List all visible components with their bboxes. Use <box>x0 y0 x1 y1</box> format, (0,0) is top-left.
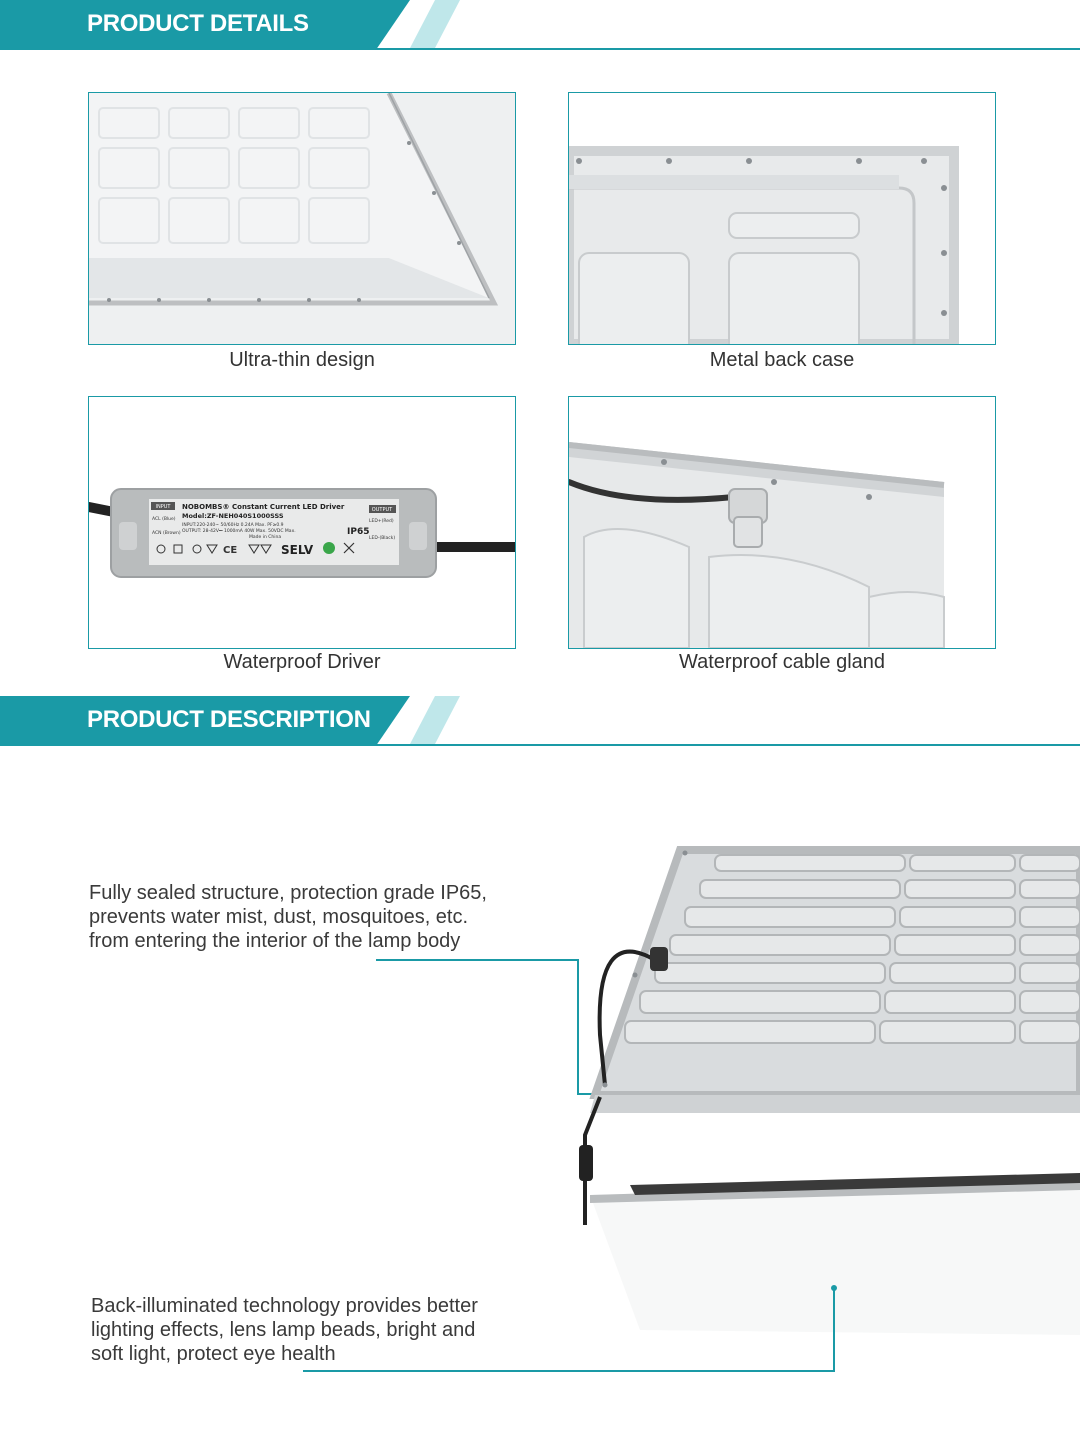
photo-metal-back-case <box>568 92 996 345</box>
driver-selv-mark: SELV <box>281 543 314 557</box>
ultra-thin-panel-image <box>89 93 515 344</box>
driver-acl: ACL (Blue) <box>152 517 176 522</box>
section-header-description <box>0 696 1080 746</box>
driver-model: Model:ZF-NEH040S1000SSS <box>182 512 284 520</box>
description-point-sealed <box>89 881 487 953</box>
driver-brand: NOBOMBS® <box>182 503 230 511</box>
description-line: Fully sealed structure, protection grade IP65, <box>89 882 487 904</box>
driver-output-tag: OUTPUT <box>371 507 393 513</box>
section-title: PRODUCT DETAILS <box>87 10 309 37</box>
metal-back-case-image <box>569 93 995 344</box>
description-line: prevents water mist, dust, mosquitoes, etc. <box>89 906 469 928</box>
header-rule <box>0 744 1080 746</box>
description-line: Back-illuminated technology provides better <box>91 1295 478 1317</box>
header-tab-accent <box>410 696 460 744</box>
driver-output-spec: OUTPUT: 28-42V⎓ 1000mA 40W Max. 50VDC Max. <box>182 529 296 534</box>
description-line: soft light, protect eye health <box>91 1343 336 1365</box>
driver-ip-rating: IP65 <box>347 527 370 537</box>
caption-waterproof-driver: Waterproof Driver <box>223 651 381 673</box>
description-point-backlit <box>91 1294 478 1366</box>
description-line: from entering the interior of the lamp body <box>89 930 461 952</box>
waterproof-driver-image <box>89 397 515 648</box>
svg-text:CE: CE <box>223 545 238 556</box>
photo-waterproof-driver <box>88 396 516 649</box>
photo-ultra-thin-panel <box>88 92 516 345</box>
leader-line-2-horizontal <box>303 1370 835 1372</box>
led-panel-exploded-illustration <box>575 835 1080 1335</box>
cable-gland-image <box>569 397 995 648</box>
driver-input-spec: INPUT:220-240~ 50/60Hz 0.24A Max. PF≥0.9 <box>182 523 284 528</box>
caption-waterproof-cable-gland: Waterproof cable gland <box>678 651 886 673</box>
header-tab-accent <box>410 0 460 48</box>
driver-made-in: Made in China <box>249 535 282 540</box>
driver-title: Constant Current LED Driver <box>232 503 345 511</box>
leader-line-2-vertical <box>833 1288 835 1372</box>
driver-acn: ACN (Brown) <box>152 531 181 536</box>
section-header-details <box>0 0 1080 50</box>
caption-metal-back-case: Metal back case <box>709 349 855 371</box>
caption-ultra-thin: Ultra-thin design <box>229 349 375 371</box>
driver-input-tag: INPUT <box>155 504 171 510</box>
photo-waterproof-cable-gland <box>568 396 996 649</box>
section-title: PRODUCT DESCRIPTION <box>87 706 371 733</box>
header-rule <box>0 48 1080 50</box>
driver-led-pos: LED+(Red) <box>369 519 394 524</box>
description-line: lighting effects, lens lamp beads, bright and <box>91 1319 476 1341</box>
leader-line-1-horizontal <box>376 959 579 961</box>
driver-led-neg: LED-(Black) <box>369 536 396 541</box>
led-panel-image <box>575 835 1080 1335</box>
